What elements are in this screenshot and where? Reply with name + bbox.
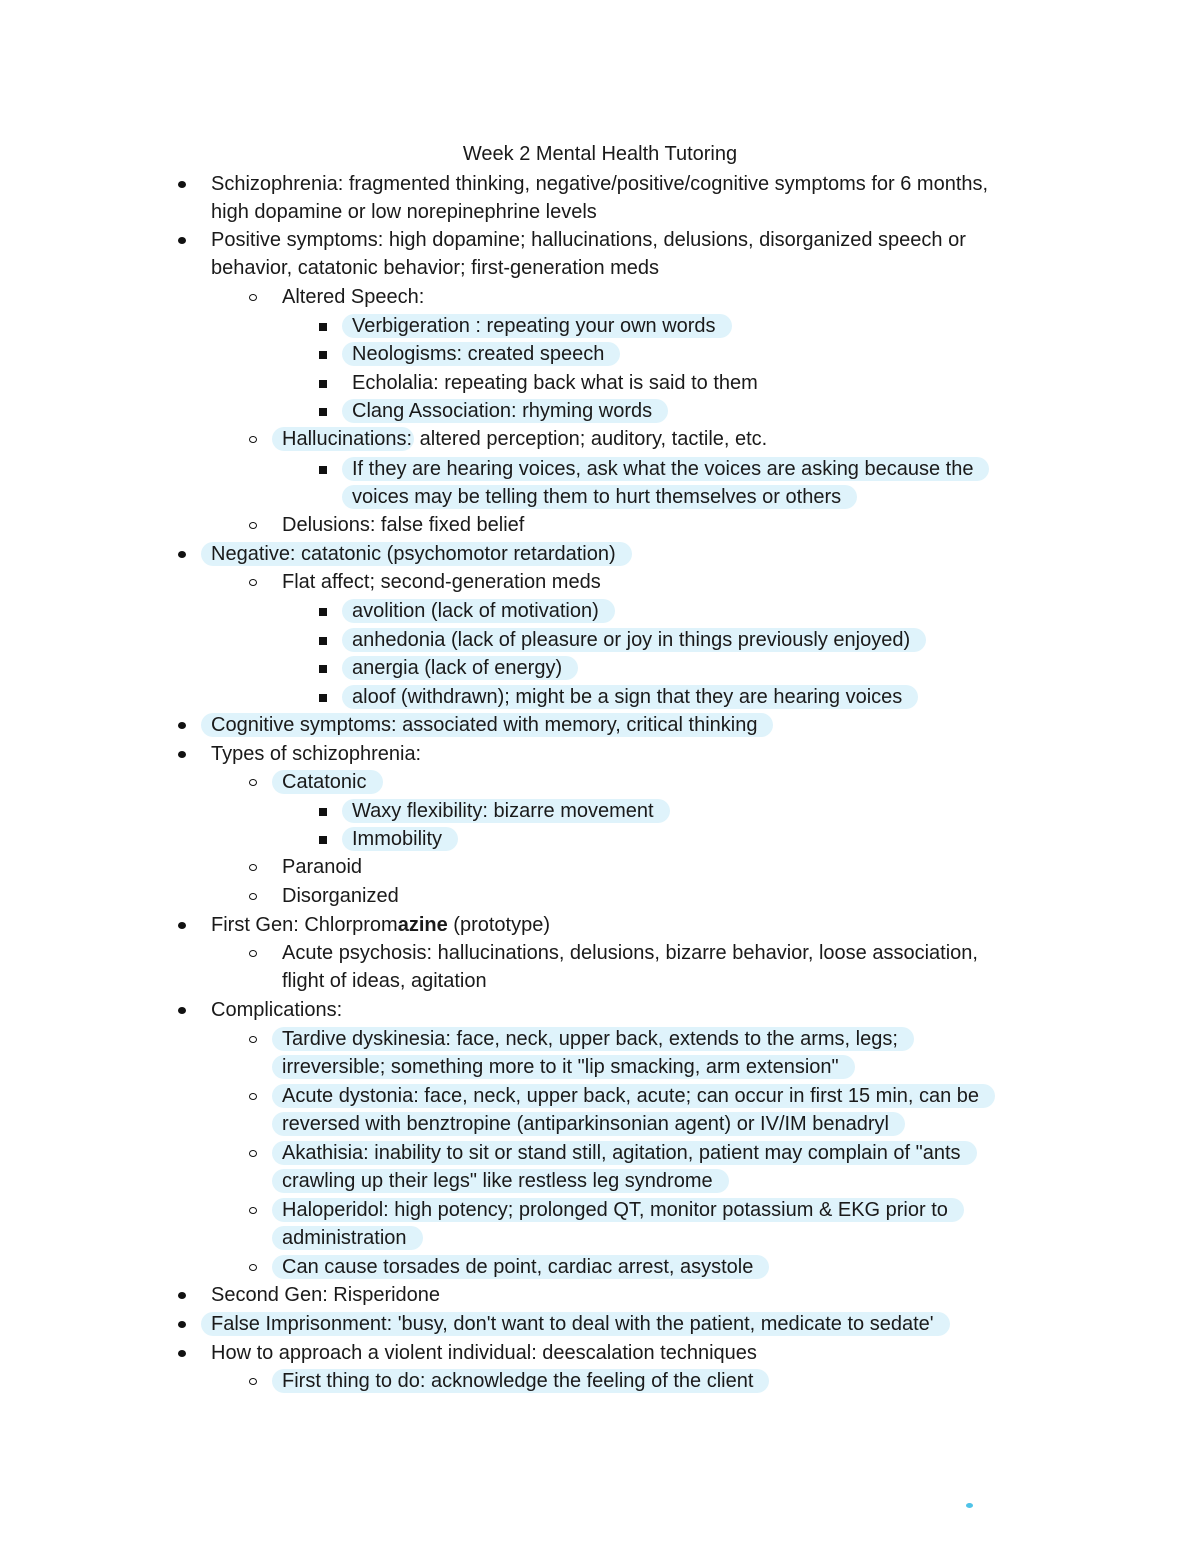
item-anhedonia — [352, 626, 926, 654]
subbullet-disorganized: Disorganized — [282, 882, 399, 910]
bullet-schizophrenia: Schizophrenia: fragmented thinking, negative/positive/cognitive symptoms for 6 months, — [211, 170, 988, 198]
highlight: administration — [272, 1226, 423, 1250]
highlight: Haloperidol: high potency; prolonged QT, monitor potassium & EKG prior to — [272, 1198, 964, 1222]
subbullet-continuation — [282, 1110, 905, 1138]
highlight: Acute dystonia: face, neck, upper back, acute; can occur in first 15 min, can be — [272, 1084, 995, 1108]
highlight: avolition (lack of motivation) — [342, 599, 615, 623]
highlight: If they are hearing voices, ask what the voices are asking because the — [342, 457, 989, 481]
subbullet-continuation: flight of ideas, agitation — [282, 970, 487, 992]
highlight: First thing to do: acknowledge the feeling of the client — [272, 1369, 769, 1393]
subbullet-continuation — [282, 1053, 855, 1081]
highlight: Can cause torsades de point, cardiac arrest, asystole — [272, 1255, 769, 1279]
bullet-second-gen: Second Gen: Risperidone — [211, 1281, 440, 1309]
item-immobility — [352, 825, 458, 853]
item-verbigeration — [352, 312, 732, 340]
subbullet-flat-affect: Flat affect; second-generation meds — [282, 568, 601, 596]
highlight: Hallucinations: — [272, 427, 414, 451]
item-echolalia: Echolalia: repeating back what is said to them — [352, 369, 758, 397]
item-neologisms — [352, 340, 620, 368]
highlight: Neologisms: created speech — [342, 342, 620, 366]
subbullet-tardive-dyskinesia — [282, 1025, 914, 1053]
item-hearing-voices — [352, 455, 989, 483]
subbullet-torsades — [282, 1253, 769, 1281]
bullet-complications: Complications: — [211, 996, 342, 1024]
highlight: Clang Association: rhyming words — [342, 399, 668, 423]
subbullet-akathisia — [282, 1139, 977, 1167]
subbullet-continuation — [282, 1224, 423, 1252]
item-anergia — [352, 654, 578, 682]
bullet-false-imprisonment — [211, 1310, 950, 1338]
highlight: Tardive dyskinesia: face, neck, upper back, extends to the arms, legs; — [272, 1027, 914, 1051]
highlight: Catatonic — [272, 770, 383, 794]
highlight: Waxy flexibility: bizarre movement — [342, 799, 670, 823]
subbullet-acute-psychosis: Acute psychosis: hallucinations, delusions, bizarre behavior, loose association, — [282, 939, 978, 967]
highlight: irreversible; something more to it "lip smacking, arm extension" — [272, 1055, 855, 1079]
cursor-dot — [966, 1503, 973, 1508]
bullet-positive-symptoms: Positive symptoms: high dopamine; hallucinations, delusions, disorganized speech or — [211, 226, 966, 254]
highlight: reversed with benztropine (antiparkinsonian agent) or IV/IM benadryl — [272, 1112, 905, 1136]
item-waxy-flexibility — [352, 797, 670, 825]
highlight: crawling up their legs" like restless leg syndrome — [272, 1169, 729, 1193]
subbullet-delusions: Delusions: false fixed belief — [282, 511, 524, 539]
subbullet-altered-speech: Altered Speech: — [282, 283, 424, 311]
subbullet-catatonic — [282, 768, 383, 796]
bullet-cognitive — [211, 711, 773, 739]
bullet-types: Types of schizophrenia: — [211, 740, 421, 768]
subbullet-haloperidol — [282, 1196, 964, 1224]
highlight: aloof (withdrawn); might be a sign that they are hearing voices — [342, 685, 918, 709]
bullet-continuation: behavior, catatonic behavior; first-generation meds — [211, 257, 660, 279]
subbullet-first-thing — [282, 1367, 769, 1395]
subbullet-continuation — [282, 1167, 729, 1195]
bullet-first-gen: First Gen: Chlorpromazine (prototype) — [211, 911, 550, 939]
subbullet-hallucinations: Hallucinations: altered perception; auditory, tactile, etc. — [282, 425, 767, 453]
highlight: anhedonia (lack of pleasure or joy in things previously enjoyed) — [342, 628, 926, 652]
bullet-negative — [211, 540, 632, 568]
bullet-continuation: high dopamine or low norepinephrine levels — [211, 201, 597, 223]
highlight: anergia (lack of energy) — [342, 656, 578, 680]
subbullet-paranoid: Paranoid — [282, 853, 362, 881]
item-aloof — [352, 683, 918, 711]
item-continuation — [352, 483, 857, 511]
highlight: Cognitive symptoms: associated with memory, critical thinking — [201, 713, 773, 737]
highlight: Immobility — [342, 827, 458, 851]
highlight: voices may be telling them to hurt themselves or others — [342, 485, 857, 509]
item-clang-association — [352, 397, 668, 425]
highlight: Akathisia: inability to sit or stand still, agitation, patient may complain of "ants — [272, 1141, 977, 1165]
subbullet-acute-dystonia — [282, 1082, 995, 1110]
bullet-violent-individual: How to approach a violent individual: deescalation techniques — [211, 1339, 757, 1367]
highlight: False Imprisonment: 'busy, don't want to deal with the patient, medicate to sedate' — [201, 1312, 950, 1336]
highlight: Verbigeration : repeating your own words — [342, 314, 732, 338]
item-avolition — [352, 597, 615, 625]
highlight: Negative: catatonic (psychomotor retardation) — [201, 542, 632, 566]
bold-suffix: azine — [397, 914, 448, 936]
document-title: Week 2 Mental Health Tutoring — [462, 143, 738, 165]
